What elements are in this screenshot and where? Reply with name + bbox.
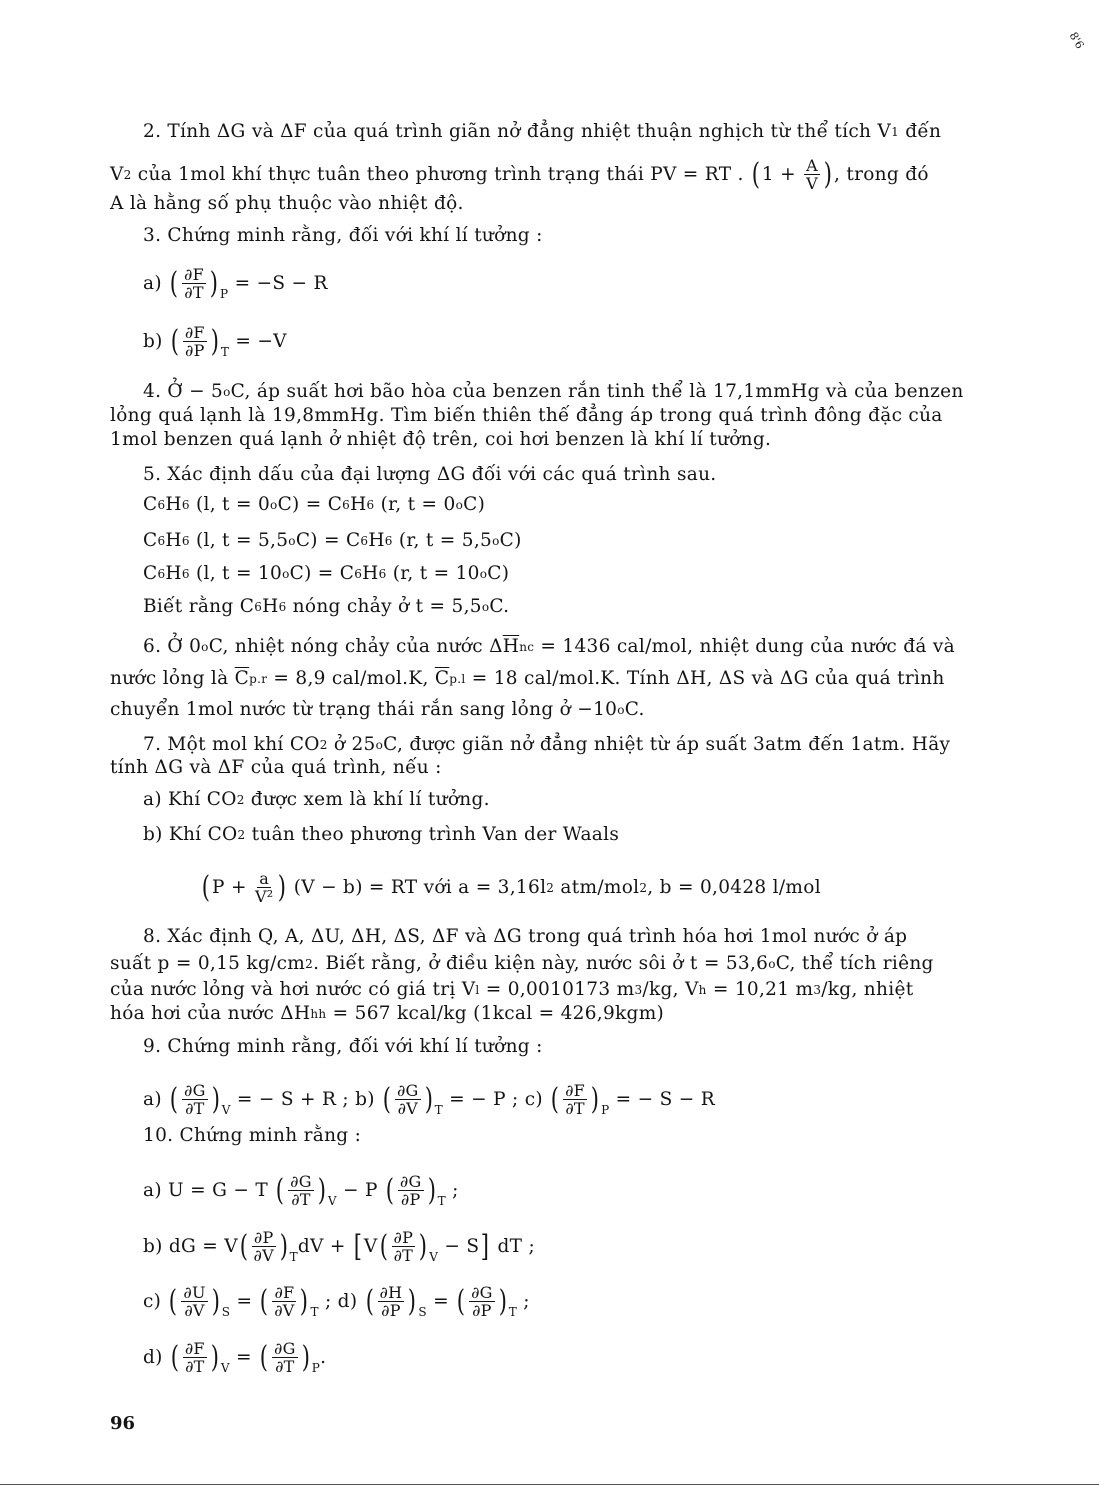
- exercise-7a: a) Khí CO 2 được xem là khí lí tưởng.: [143, 789, 490, 810]
- fraction: [182, 266, 206, 301]
- exercise-4-line-1: 4. Ở − 5 o C, áp suất hơi bão hòa của benzen rắn tinh thể là 17,1mmHg và của benzen: [143, 381, 964, 402]
- bracket: ): [279, 1228, 288, 1264]
- fraction: [288, 1173, 314, 1208]
- bracket: ): [209, 265, 219, 301]
- bracket: ): [424, 1081, 433, 1117]
- fraction: [252, 1229, 276, 1264]
- text-run: = 567 kcal/kg (1kcal = 426,9kgm): [326, 1003, 665, 1024]
- denominator: ∂T: [184, 283, 204, 302]
- text-run: được xem là khí lí tưởng.: [244, 789, 490, 810]
- partial-derivative: [549, 1082, 609, 1117]
- text-run: V: [110, 163, 124, 185]
- derivative-subscript: P: [311, 1361, 321, 1375]
- page-number: 96: [110, 1413, 136, 1434]
- bracket: (: [382, 1081, 392, 1117]
- text-run: = 8,9 cal/mol.K,: [267, 668, 435, 689]
- text-run: = 18 cal/mol.K. Tính ΔH, ΔS và ΔG của quá trình: [465, 668, 945, 689]
- denominator: ∂T: [275, 1357, 295, 1376]
- text-run: a): [143, 1088, 169, 1110]
- fraction: [182, 1082, 208, 1117]
- bracket: ): [408, 1283, 417, 1319]
- denominator: ∂V: [397, 1099, 418, 1118]
- text-run: b) dG = V: [143, 1235, 238, 1257]
- bracket: ): [277, 869, 286, 905]
- text-run: 7. Một mol khí CO: [143, 734, 320, 755]
- text-run: /kg, nhiệt: [821, 979, 914, 1000]
- numerator: ∂G: [184, 1081, 206, 1100]
- text-run: c): [143, 1290, 168, 1312]
- fraction: [183, 324, 207, 359]
- fraction: [378, 1284, 405, 1319]
- text-run: (r, t = 5,5: [392, 530, 493, 551]
- bracket: ): [590, 1081, 600, 1117]
- bracket: (: [365, 1283, 374, 1319]
- exercise-8-line-1: [143, 926, 907, 948]
- text-run: − P: [336, 1179, 384, 1201]
- text-run: − S: [438, 1235, 480, 1257]
- text-run: =: [229, 1346, 258, 1368]
- numerator: ∂H: [379, 1283, 403, 1302]
- corner-mark: 8'6: [1066, 29, 1087, 52]
- numerator: ∂F: [274, 1283, 295, 1302]
- numerator: ∂F: [184, 323, 205, 342]
- denominator: ∂V: [184, 1301, 205, 1320]
- text-run: 8. Xác định Q, A, ΔU, ΔH, ΔS, ΔF và ΔG trong quá trình hóa hơi 1mol nước ở áp: [143, 926, 908, 947]
- text-run: C: [143, 494, 158, 515]
- overlined-symbol: $\overline{C}$: [234, 668, 250, 689]
- text-run: = −V: [229, 330, 287, 352]
- bracket: (: [169, 265, 179, 301]
- text-run: C): [487, 563, 510, 584]
- numerator: A: [806, 156, 818, 175]
- numerator: ∂G: [471, 1283, 493, 1302]
- exercise-2-line-3: [110, 193, 464, 215]
- text-run: dV +: [297, 1235, 352, 1257]
- exercise-9-equations: [143, 1082, 715, 1117]
- exercise-9-heading: [143, 1036, 543, 1058]
- text-run: b) Khí CO: [143, 824, 238, 845]
- derivative-subscript: V: [221, 1103, 231, 1117]
- text-run: , trong đó: [834, 163, 929, 185]
- text-run: C, được giãn nở đẳng nhiệt từ áp suất 3atm đến 1atm. Hãy: [383, 734, 951, 755]
- text-run: = − S − R: [609, 1088, 715, 1110]
- van-der-waals-equation: ( P + $\frac{a}{\text{V²}}$ ) (V − b) = RT với a = 3,16l 2 atm/mol 2 , b = 0,0428 l/mol: [201, 869, 821, 906]
- derivative-subscript: P: [220, 287, 229, 301]
- numerator: ∂G: [396, 1081, 419, 1100]
- text-run: hóa hơi của nước ΔH: [110, 1003, 311, 1024]
- text-run: (l, t = 0: [189, 494, 271, 515]
- text-run: ; d): [318, 1290, 364, 1312]
- bracket: ): [427, 1172, 436, 1208]
- text-run: 1mol benzen quá lạnh ở nhiệt độ trên, coi hơi benzen là khí lí tưởng.: [110, 429, 772, 450]
- fraction: [804, 157, 820, 192]
- text-run: V: [363, 1235, 378, 1257]
- text-run: 6. Ở 0: [143, 636, 202, 657]
- bracket: (: [379, 1228, 388, 1264]
- partial-derivative: [169, 1340, 230, 1375]
- derivative-subscript: S: [418, 1305, 427, 1319]
- fraction: [563, 1082, 587, 1117]
- bracket: (: [170, 1339, 180, 1375]
- partial-derivative: [258, 1340, 320, 1375]
- fraction: [181, 1284, 207, 1319]
- partial-derivative: [364, 1284, 427, 1319]
- bracket: ): [211, 1081, 220, 1117]
- exercise-6-line-2: nước lỏng là $\overline{C}$ p.r = 8,9 cal/mol.K, $\overline{C}$ p.l = 18 cal/mol.K. Tính ΔH, ΔS và ΔG của quá trình: [110, 668, 945, 689]
- bracket: (: [239, 1228, 249, 1264]
- text-run: 10. Chứng minh rằng :: [143, 1125, 362, 1146]
- text-run: 9. Chứng minh rằng, đối với khí lí tưởng :: [143, 1036, 543, 1057]
- text-run: lỏng quá lạnh là 19,8mmHg. Tìm biến thiên thế đẳng áp trong quá trình đông đặc của: [110, 405, 943, 426]
- denominator: ∂V: [274, 1301, 295, 1320]
- text-run: a): [143, 272, 169, 294]
- fraction: [272, 1340, 298, 1375]
- derivative-subscript: V: [327, 1194, 337, 1208]
- denominator: ∂P: [381, 1301, 401, 1320]
- text-run: =: [230, 1290, 259, 1312]
- text-run: b): [143, 330, 169, 352]
- denominator: ∂T: [185, 1099, 205, 1118]
- text-run: = 1436 cal/mol, nhiệt dung của nước đá và: [534, 636, 956, 657]
- text-run: C, nhiệt nóng chảy của nước Δ: [208, 636, 503, 657]
- exercise-8-line-2: suất p = 0,15 kg/cm 2 . Biết rằng, ở điều kiện này, nước sôi ở t = 53,6 o C, thể tích riêng: [110, 953, 934, 974]
- exercise-10d: [143, 1340, 326, 1375]
- exercise-6-line-1: 6. Ở 0 o C, nhiệt nóng chảy của nước Δ $\overline{H}$ nc = 1436 cal/mol, nhiệt dung của nước đá và: [143, 636, 956, 657]
- text-run: C) = C: [277, 494, 343, 515]
- text-run: H: [368, 530, 385, 551]
- exercise-10c: [143, 1284, 530, 1319]
- bracket: (: [260, 1283, 269, 1319]
- text-run: C, thể tích riêng: [775, 953, 934, 974]
- text-run: C.: [624, 699, 645, 720]
- exercise-3b: [143, 324, 287, 359]
- bottom-edge-line: [0, 1484, 1099, 1485]
- text-run: Biết rằng C: [143, 596, 255, 617]
- text-run: = − P ; c): [442, 1088, 550, 1110]
- text-run: dT ;: [491, 1235, 536, 1257]
- text-run: C): [499, 530, 522, 551]
- exercise-7-line-2: [110, 757, 442, 779]
- text-run: 4. Ở − 5: [143, 381, 224, 402]
- partial-derivative: [167, 1284, 230, 1319]
- bracket: (: [170, 323, 180, 359]
- bracket: ): [317, 1172, 327, 1208]
- exercise-2-line-1: 2. Tính ΔG và ΔF của quá trình giãn nở đẳng nhiệt thuận nghịch từ thể tích V 1 đến: [143, 121, 942, 142]
- exercise-6-line-3: chuyển 1mol nước từ trạng thái rắn sang lỏng ở −10 o C.: [110, 699, 645, 720]
- exercise-4-line-3: [110, 429, 771, 451]
- fraction: [395, 1082, 421, 1117]
- text-run: = −S − R: [228, 272, 328, 294]
- fraction: [183, 1340, 207, 1375]
- fraction: [272, 1284, 296, 1319]
- fraction: [255, 870, 274, 905]
- bracket: (: [456, 1283, 466, 1319]
- exercise-5-note: Biết rằng C 6 H 6 nóng chảy ở t = 5,5 o C.: [143, 596, 510, 617]
- bracket: ): [498, 1283, 507, 1319]
- bracket: ): [210, 1339, 220, 1375]
- text-run: ở 25: [327, 734, 376, 755]
- derivative-subscript: T: [220, 345, 230, 359]
- exercise-8-line-3: của nước lỏng và hơi nước có giá trị V l = 0,0010173 m 3 /kg, V h = 10,21 m 3 /kg, nhiệt: [110, 979, 914, 1000]
- text-run: đến: [899, 121, 942, 142]
- text-run: tính ΔG và ΔF của quá trình, nếu :: [110, 757, 442, 778]
- exercise-5-eq-2: C 6 H 6 (l, t = 5,5 o C) = C 6 H 6 (r, t = 5,5 o C): [143, 530, 522, 551]
- denominator: ∂P: [400, 1190, 421, 1209]
- bracket: (: [550, 1081, 560, 1117]
- exercise-2-line-2: V 2 của 1mol khí thực tuân theo phương trình trạng thái PV = RT . ( 1 + $\frac{A}{V}$ ) , trong đó: [110, 156, 929, 193]
- bracket: (: [751, 156, 761, 192]
- numerator: ∂G: [399, 1172, 422, 1191]
- numerator: ∂F: [184, 1339, 205, 1358]
- text-run: H: [262, 596, 279, 617]
- exercise-10-heading: [143, 1125, 361, 1147]
- text-run: /kg, V: [642, 979, 699, 1000]
- text-run: ;: [517, 1290, 530, 1312]
- text-run: H: [165, 494, 182, 515]
- exercise-4-line-2: [110, 405, 943, 427]
- text-run: H: [165, 563, 182, 584]
- text-run: H: [362, 563, 379, 584]
- fraction: [392, 1229, 416, 1264]
- text-run: 1 +: [761, 163, 803, 185]
- numerator: ∂G: [290, 1172, 312, 1191]
- text-run: H: [165, 530, 182, 551]
- text-run: P +: [212, 876, 253, 898]
- exercise-7-line-1: 7. Một mol khí CO 2 ở 25 o C, được giãn nở đẳng nhiệt từ áp suất 3atm đến 1atm. Hãy: [143, 734, 951, 755]
- text-run: = 10,21 m: [706, 979, 814, 1000]
- text-run: C) = C: [289, 563, 355, 584]
- text-run: C): [463, 494, 486, 515]
- text-run: của nước lỏng và hơi nước có giá trị V: [110, 979, 476, 1000]
- text-run: chuyển 1mol nước từ trạng thái rắn sang lỏng ở −10: [110, 699, 618, 720]
- exercise-5-heading: [143, 464, 716, 486]
- numerator: ∂P: [253, 1228, 274, 1247]
- text-run: (r, t = 0: [374, 494, 456, 515]
- text-run: =: [426, 1290, 456, 1312]
- text-run: d): [143, 1346, 169, 1368]
- text-run: (l, t = 5,5: [189, 530, 289, 551]
- partial-derivative: [381, 1082, 443, 1117]
- derivative-subscript: T: [437, 1194, 446, 1208]
- bracket: ): [210, 323, 220, 359]
- bracket: ): [300, 1283, 309, 1319]
- text-run: (r, t = 10: [386, 563, 480, 584]
- partial-derivative: [238, 1229, 298, 1264]
- bracket: (: [385, 1172, 395, 1208]
- text-run: = − S + R ; b): [230, 1088, 381, 1110]
- derivative-subscript: T: [310, 1305, 319, 1319]
- text-run: = 0,0010173 m: [479, 979, 635, 1000]
- bracket: [: [353, 1228, 363, 1264]
- text-run: C, áp suất hơi bão hòa của benzen rắn tinh thể là 17,1mmHg và của benzen: [230, 381, 964, 402]
- text-run: a) U = G − T: [143, 1179, 275, 1201]
- text-run: 2. Tính ΔG và ΔF của quá trình giãn nở đẳng nhiệt thuận nghịch từ thể tích V: [143, 121, 892, 142]
- denominator: ∂V: [253, 1246, 274, 1265]
- denominator: ∂P: [472, 1301, 492, 1320]
- partial-derivative: [384, 1173, 446, 1208]
- exercise-5-eq-3: C 6 H 6 (l, t = 10 o C) = C 6 H 6 (r, t = 10 o C): [143, 563, 510, 584]
- partial-derivative: [169, 324, 229, 359]
- bracket: (: [201, 869, 211, 905]
- text-run: H: [350, 494, 367, 515]
- text-run: a) Khí CO: [143, 789, 237, 810]
- partial-derivative: [378, 1229, 439, 1264]
- text-run: 3. Chứng minh rằng, đối với khí lí tưởng :: [143, 225, 543, 246]
- text-run: (V − b) = RT với a = 3,16l: [287, 876, 547, 898]
- exercise-3a: [143, 266, 328, 301]
- denominator: V: [806, 174, 818, 193]
- derivative-subscript: V: [220, 1361, 230, 1375]
- text-run: C: [143, 563, 158, 584]
- bracket: (: [259, 1339, 269, 1375]
- overlined-symbol: $\overline{C}$: [434, 668, 450, 689]
- bracket: ): [211, 1283, 220, 1319]
- fraction: [469, 1284, 495, 1319]
- text-run: . Biết rằng, ở điều kiện này, nước sôi ở t = 53,6: [313, 953, 769, 974]
- text-run: A là hằng số phụ thuộc vào nhiệt độ.: [110, 193, 464, 214]
- text-run: nước lỏng là: [110, 668, 235, 689]
- numerator: ∂F: [565, 1081, 586, 1100]
- numerator: ∂F: [184, 265, 205, 284]
- text-run: .: [320, 1346, 327, 1368]
- bracket: ): [823, 156, 833, 192]
- fraction: [398, 1173, 424, 1208]
- derivative-subscript: T: [434, 1103, 443, 1117]
- denominator: V²: [254, 887, 274, 906]
- numerator: ∂P: [393, 1228, 414, 1247]
- numerator: ∂G: [274, 1339, 296, 1358]
- bracket: (: [169, 1081, 179, 1117]
- text-run: ;: [445, 1179, 459, 1201]
- partial-derivative: [274, 1173, 337, 1208]
- text-run: (l, t = 10: [189, 563, 283, 584]
- text-run: C: [143, 530, 158, 551]
- derivative-subscript: T: [508, 1305, 518, 1319]
- bracket: ): [418, 1228, 428, 1264]
- numerator: a: [259, 869, 270, 888]
- exercise-10a: [143, 1173, 459, 1208]
- text-run: , b = 0,0428 l/mol: [647, 876, 821, 898]
- derivative-subscript: V: [429, 1250, 439, 1264]
- text-run: tuân theo phương trình Van der Waals: [245, 824, 620, 845]
- bracket: (: [169, 1283, 178, 1319]
- text-run: C) = C: [295, 530, 361, 551]
- exercise-3-heading: [143, 225, 543, 247]
- exercise-8-line-4: hóa hơi của nước ΔH hh = 567 kcal/kg (1kcal = 426,9kgm): [110, 1003, 665, 1024]
- exercise-5-eq-1: C 6 H 6 (l, t = 0 o C) = C 6 H 6 (r, t = 0 o C): [143, 494, 486, 515]
- partial-derivative: [168, 266, 228, 301]
- bracket: (: [275, 1172, 285, 1208]
- denominator: ∂T: [185, 1357, 205, 1376]
- exercise-10b: [143, 1229, 535, 1264]
- overlined-symbol: $\overline{H}$: [502, 636, 520, 657]
- partial-derivative: [258, 1284, 318, 1319]
- text-run: 5. Xác định dấu của đại lượng ΔG đối với các quá trình sau.: [143, 464, 717, 485]
- denominator: ∂T: [565, 1099, 585, 1118]
- derivative-subscript: P: [601, 1103, 610, 1117]
- exercise-7b: b) Khí CO 2 tuân theo phương trình Van der Waals: [143, 824, 620, 845]
- derivative-subscript: S: [221, 1305, 231, 1319]
- denominator: ∂P: [185, 341, 205, 360]
- text-run: của 1mol khí thực tuân theo phương trình trạng thái PV = RT .: [131, 163, 750, 185]
- bracket: ): [301, 1339, 310, 1375]
- text-run: suất p = 0,15 kg/cm: [110, 953, 306, 974]
- partial-derivative: [455, 1284, 517, 1319]
- derivative-subscript: T: [289, 1250, 298, 1264]
- bracket: ]: [481, 1228, 490, 1264]
- denominator: ∂T: [393, 1246, 414, 1265]
- text-run: nóng chảy ở t = 5,5: [286, 596, 482, 617]
- text-run: atm/mol: [554, 876, 640, 898]
- text-run: C.: [489, 596, 510, 617]
- partial-derivative: [168, 1082, 231, 1117]
- denominator: ∂T: [291, 1190, 311, 1209]
- numerator: ∂U: [183, 1283, 206, 1302]
